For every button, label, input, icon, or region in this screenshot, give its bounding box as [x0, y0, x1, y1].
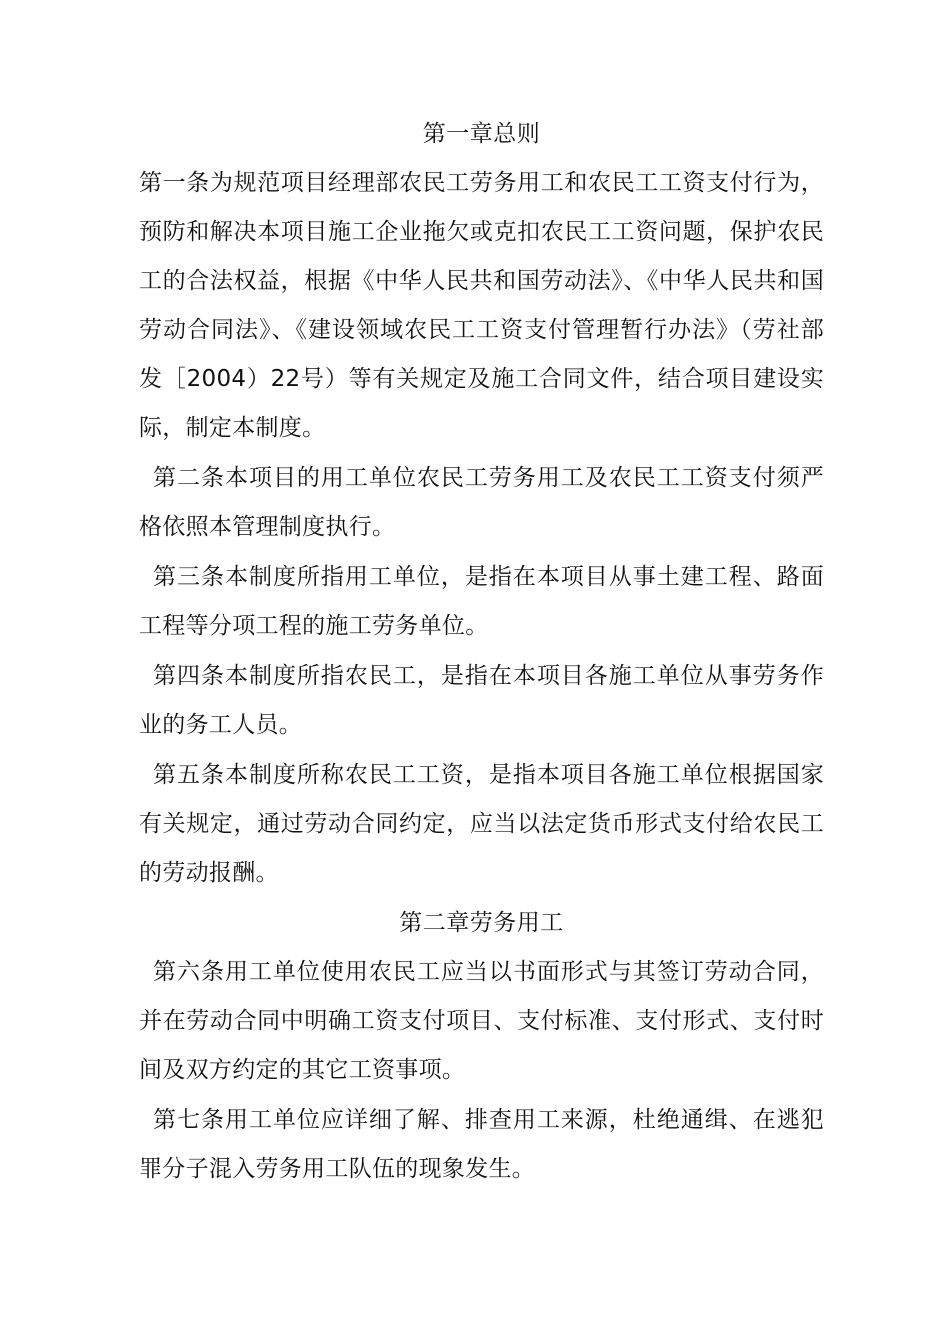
chapter-2-title: 第二章劳务用工 [399, 910, 564, 936]
article-1: 第一条为规范项目经理部农民工劳务用工和农民工工资支付行为，预防和解决本项目施工企业拖欠或克扣农民工工资问题，保护农民工的合法权益，根据《中华人民共和国劳动法》、《中华人民共和国劳动合同法》、《建设领域农民工工资支付管理暂行办法》（劳社部发［2004）22号）等有关规定及施工合同文件，结合项目建设实际，制定本制度。 [139, 170, 824, 441]
document-body [139, 110, 824, 1195]
article-4: 第四条本制度所指农民工，是指在本项目各施工单位从事劳务作业的务工人员。 [139, 663, 824, 738]
article-6: 第六条用工单位使用农民工应当以书面形式与其签订劳动合同，并在劳动合同中明确工资支付项目、支付标准、支付形式、支付时间及双方约定的其它工资事项。 [139, 959, 824, 1083]
article-7: 第七条用工单位应详细了解、排查用工来源，杜绝通缉、在逃犯罪分子混入劳务用工队伍的现象发生。 [139, 1107, 824, 1182]
chapter-1-title: 第一章总则 [422, 121, 541, 147]
article-2: 第二条本项目的用工单位农民工劳务用工及农民工工资支付须严格依照本管理制度执行。 [139, 465, 824, 540]
article-3: 第三条本制度所指用工单位，是指在本项目从事土建工程、路面工程等分项工程的施工劳务单位。 [139, 564, 824, 639]
article-5: 第五条本制度所称农民工工资，是指本项目各施工单位根据国家有关规定，通过劳动合同约定，应当以法定货币形式支付给农民工的劳动报酬。 [139, 762, 824, 886]
